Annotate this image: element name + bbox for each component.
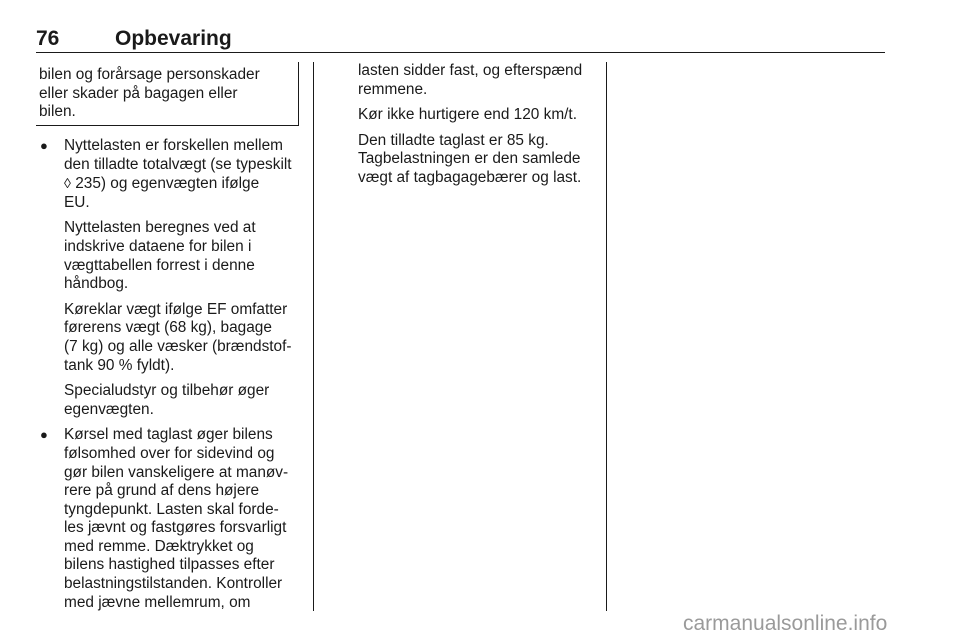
paragraph [358,106,598,125]
text-line: Kørsel med taglast øger bilens [64,426,273,444]
text-line-with-ref [64,174,299,194]
paragraph [64,301,299,375]
text-line: eller skader på bagagen eller [39,84,238,102]
text-line: indskrive dataene for bilen i [64,237,252,255]
text-line: vægttabellen forrest i denne [64,256,255,274]
text-line: håndbog. [64,275,129,293]
text-line: gør bilen vanskeligere at manøv‐ [64,463,289,481]
text-line: med jævne mellemrum, om [64,593,251,611]
column-left [36,62,299,619]
text-line: den tilladte totalvægt (se typeskilt [64,155,292,173]
text-line: med remme. Dæktrykket og [64,537,254,555]
bullet-icon: ● [40,427,48,443]
bullet-item-roof-load [36,426,299,612]
paragraph [358,132,598,188]
paragraph [64,382,299,419]
text-line: remmene. [358,80,428,98]
text-line: Køreklar vægt ifølge EF omfatter [64,300,288,318]
text-line: tyngdepunkt. Lasten skal forde‐ [64,500,279,518]
bullet-item-payload [36,137,299,419]
text-line: belastningstilstanden. Kontroller [64,575,283,593]
bullet-list [36,137,299,612]
text-line: Specialudstyr og tilbehør øger [64,382,270,400]
text-segment: 235) og egenvægten ifølge [75,175,260,193]
text-line: Tagbelastningen er den samlede [358,150,581,168]
paragraph [358,62,598,99]
text-line: lasten sidder fast, og efterspænd [358,62,583,79]
text-line: (7 kg) og alle væsker (brændstof‐ [64,337,292,355]
column-divider [313,62,314,611]
text-line: bilen og forårsage personskader [39,66,260,83]
bullet-icon: ● [40,138,48,153]
text-line: EU. [64,193,90,211]
column-divider [606,62,607,611]
text-line: vægt af tagbagagebærer og last. [358,168,582,186]
column-middle [358,62,598,188]
text-line: bilen. [39,103,76,121]
text-line: følsomhed over for sidevind og [64,444,275,462]
text-line: egenvægten. [64,400,154,418]
text-line: les jævnt og fastgøres forsvarligt [64,519,287,537]
page-number: 76 [36,27,60,50]
text-line: tank 90 % fyldt). [64,356,175,374]
warning-box-continuation [36,62,299,126]
text-line: Den tilladte taglast er 85 kg. [358,131,549,149]
text-line: Kør ikke hurtigere end 120 km/t. [358,106,577,124]
paragraph [64,426,299,612]
text-line: Nyttelasten er forskellen mellem [64,137,283,154]
page-reference-icon: ◊ [64,175,71,192]
text-line: Nyttelasten beregnes ved at [64,219,256,237]
paragraph [64,219,299,293]
text-line: bilens hastighed tilpasses efter [64,556,275,574]
paragraph [64,137,299,212]
text-line: rere på grund af dens højere [64,482,260,500]
watermark: carmanualsonline.info [683,612,888,635]
page-header [36,26,885,53]
chapter-title: Opbevaring [115,27,232,50]
text-line: førerens vægt (68 kg), bagage [64,319,272,337]
